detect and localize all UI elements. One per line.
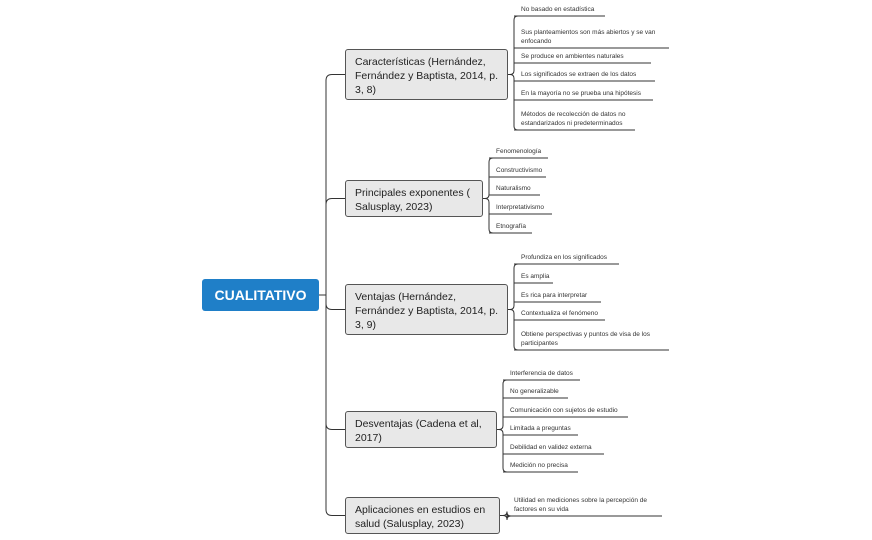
leaf-topic[interactable]: Obtiene perspectivas y puntos de visa de los participantes (521, 331, 650, 347)
leaf-topic[interactable]: Es amplia (521, 272, 550, 280)
root-topic[interactable]: CUALITATIVO (202, 279, 319, 311)
leaf-spine (485, 199, 493, 234)
leaf-topic[interactable]: No generalizable (510, 387, 559, 395)
leaf-spine (510, 310, 518, 351)
leaf-spine (510, 75, 518, 131)
branch-connector (326, 295, 345, 516)
branch-connector (326, 295, 345, 430)
leaf-topic[interactable]: Debilidad en validez externa (510, 443, 592, 451)
branch-principales-exponentes[interactable]: Principales exponentes ( Salusplay, 2023) (345, 180, 483, 217)
leaf-topic[interactable]: Se produce en ambientes naturales (521, 52, 624, 60)
branch-aplicaciones[interactable]: Aplicaciones en estudios en salud (Salusplay, 2023) (345, 497, 500, 534)
leaf-topic[interactable]: Fenomenología (496, 147, 542, 155)
leaf-topic[interactable]: Interpretativismo (496, 203, 545, 211)
leaf-spine (510, 264, 518, 310)
leaf-topic[interactable]: Los significados se extraen de los datos (521, 70, 637, 78)
leaf-topic[interactable]: Métodos de recolección de datos no estandarizados ni predeterminados (521, 111, 626, 127)
leaf-topic[interactable]: Interferencia de datos (510, 369, 573, 377)
leaf-topic[interactable]: Profundiza en los significados (521, 253, 607, 261)
leaf-topic[interactable]: En la mayoría no se prueba una hipótesis (521, 89, 641, 97)
leaf-spine (499, 430, 507, 473)
leaf-topic[interactable]: Sus planteamientos son más abiertos y se van enfocando (521, 29, 656, 45)
leaf-topic[interactable]: Constructivismo (496, 166, 543, 174)
leaf-spine (485, 158, 493, 199)
branch-desventajas[interactable]: Desventajas (Cadena et al, 2017) (345, 411, 497, 448)
branch-ventajas[interactable]: Ventajas (Hernández, Fernández y Baptista, 2014, p. 3, 9) (345, 284, 508, 335)
branch-caracteristicas[interactable]: Características (Hernández, Fernández y Baptista, 2014, p. 3, 8) (345, 49, 508, 100)
leaf-topic[interactable]: No basado en estadística (521, 5, 595, 13)
branch-connector (326, 199, 345, 296)
leaf-spine (510, 16, 518, 75)
branch-connector (326, 75, 345, 296)
leaf-topic[interactable]: Etnografía (496, 222, 526, 230)
leaf-topic[interactable]: Limitada a preguntas (510, 424, 571, 432)
leaf-topic[interactable]: Contextualiza el fenómeno (521, 309, 598, 317)
leaf-topic[interactable]: Utilidad en mediciones sobre la percepción de factores en su vida (514, 497, 647, 513)
leaf-spine (499, 380, 507, 430)
branch-connector (326, 295, 345, 310)
leaf-topic[interactable]: Naturalismo (496, 184, 531, 192)
leaf-topic[interactable]: Comunicación con sujetos de estudio (510, 406, 618, 414)
leaf-topic[interactable]: Es rica para interpretar (521, 291, 588, 299)
leaf-topic[interactable]: Medición no precisa (510, 461, 568, 469)
